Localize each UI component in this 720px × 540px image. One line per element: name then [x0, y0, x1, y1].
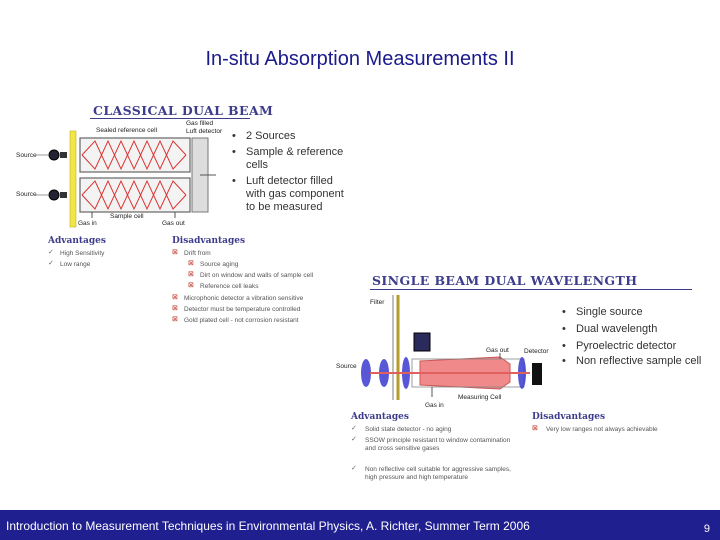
x-box-icon: ⊠: [172, 305, 178, 312]
advantage-item: SSOW principle resistant to window contamination and cross sensitive gases: [365, 437, 511, 452]
bullet-item: • Sample & reference cells: [232, 146, 350, 172]
label-measuring-cell: Measuring Cell: [458, 394, 502, 401]
label-sample-cell: Sample cell: [110, 213, 144, 220]
page-number: 9: [703, 523, 710, 535]
disadvantage-item: Detector must be temperature controlled: [184, 306, 301, 313]
label-source-top: Source: [16, 152, 37, 159]
x-box-icon: ⊠: [172, 316, 178, 323]
advantage-item: Solid state detector - no aging: [365, 426, 452, 433]
x-box-icon: ⊠: [532, 425, 538, 432]
label-luft-detector: Luft detector: [186, 128, 223, 135]
label-gas-out: Gas out: [162, 220, 185, 227]
label-filter: Filter: [370, 299, 385, 306]
footer-bar: [0, 510, 720, 540]
classical-bullets: [232, 130, 350, 214]
label-gas-out: Gas out: [486, 347, 509, 354]
check-icon: ✓: [351, 425, 357, 432]
single-beam-panel: [330, 265, 715, 500]
classical-title: CLASSICAL DUAL BEAM: [93, 103, 274, 118]
bullet-item: • Pyroelectric detector: [562, 338, 707, 355]
advantage-item: Low range: [60, 261, 91, 268]
disadvantage-item: Dirt on window and walls of sample cell: [200, 272, 314, 279]
check-icon: ✓: [351, 436, 357, 443]
classical-advantages-heading: Advantages: [48, 236, 106, 246]
bullet-item: • 2 Sources: [232, 130, 350, 143]
check-icon: ✓: [48, 249, 54, 256]
label-gas-in: Gas in: [425, 402, 444, 409]
x-box-icon: ⊠: [172, 294, 178, 301]
advantage-item: Non reflective cell suitable for aggressive samples, high pressure and high temperature: [365, 466, 511, 481]
label-source-bottom: Source: [16, 191, 37, 198]
disadvantage-item: Source aging: [200, 261, 239, 268]
single-bullets: [562, 304, 707, 368]
bullet-item: • Luft detector filled with gas component to be measured: [232, 175, 350, 214]
disadvantage-item: Reference cell leaks: [200, 283, 259, 290]
label-sealed-reference-cell: Sealed reference cell: [96, 127, 158, 134]
x-box-icon: ⊠: [188, 260, 194, 267]
bullet-item: • Non reflective sample cell: [562, 355, 707, 368]
x-box-icon: ⊠: [172, 249, 178, 256]
label-source: Source: [336, 363, 357, 370]
disadvantage-item: Drift from: [184, 250, 211, 257]
classical-dual-beam-panel: [10, 98, 350, 333]
footer-text: Introduction to Measurement Techniques in Environmental Physics, A. Richter, Summer Term 2006: [6, 519, 530, 533]
x-box-icon: ⊠: [188, 282, 194, 289]
advantage-item: High Sensitivity: [60, 250, 105, 257]
label-detector: Detector: [524, 348, 549, 355]
disadvantage-item: Very low ranges not always achievable: [546, 426, 658, 433]
slide-title: In-situ Absorption Measurements II: [205, 48, 515, 70]
disadvantage-item: Gold plated cell - not corrosion resistant: [184, 317, 299, 324]
bullet-item: • Single source: [562, 304, 707, 321]
x-box-icon: ⊠: [188, 271, 194, 278]
disadvantage-item: Microphonic detector a vibration sensitive: [184, 295, 304, 302]
single-beam-diagram: [330, 265, 715, 500]
label-gas-filled: Gas filled: [186, 120, 214, 127]
check-icon: ✓: [351, 465, 357, 472]
single-advantages-heading: Advantages: [351, 412, 409, 422]
label-gas-in: Gas in: [78, 220, 97, 227]
classical-disadvantages-heading: Disadvantages: [172, 236, 246, 246]
bullet-item: • Dual wavelength: [562, 321, 707, 338]
check-icon: ✓: [48, 260, 54, 267]
single-disadvantages-heading: Disadvantages: [532, 412, 606, 422]
single-beam-title: SINGLE BEAM DUAL WAVELENGTH: [372, 273, 638, 288]
